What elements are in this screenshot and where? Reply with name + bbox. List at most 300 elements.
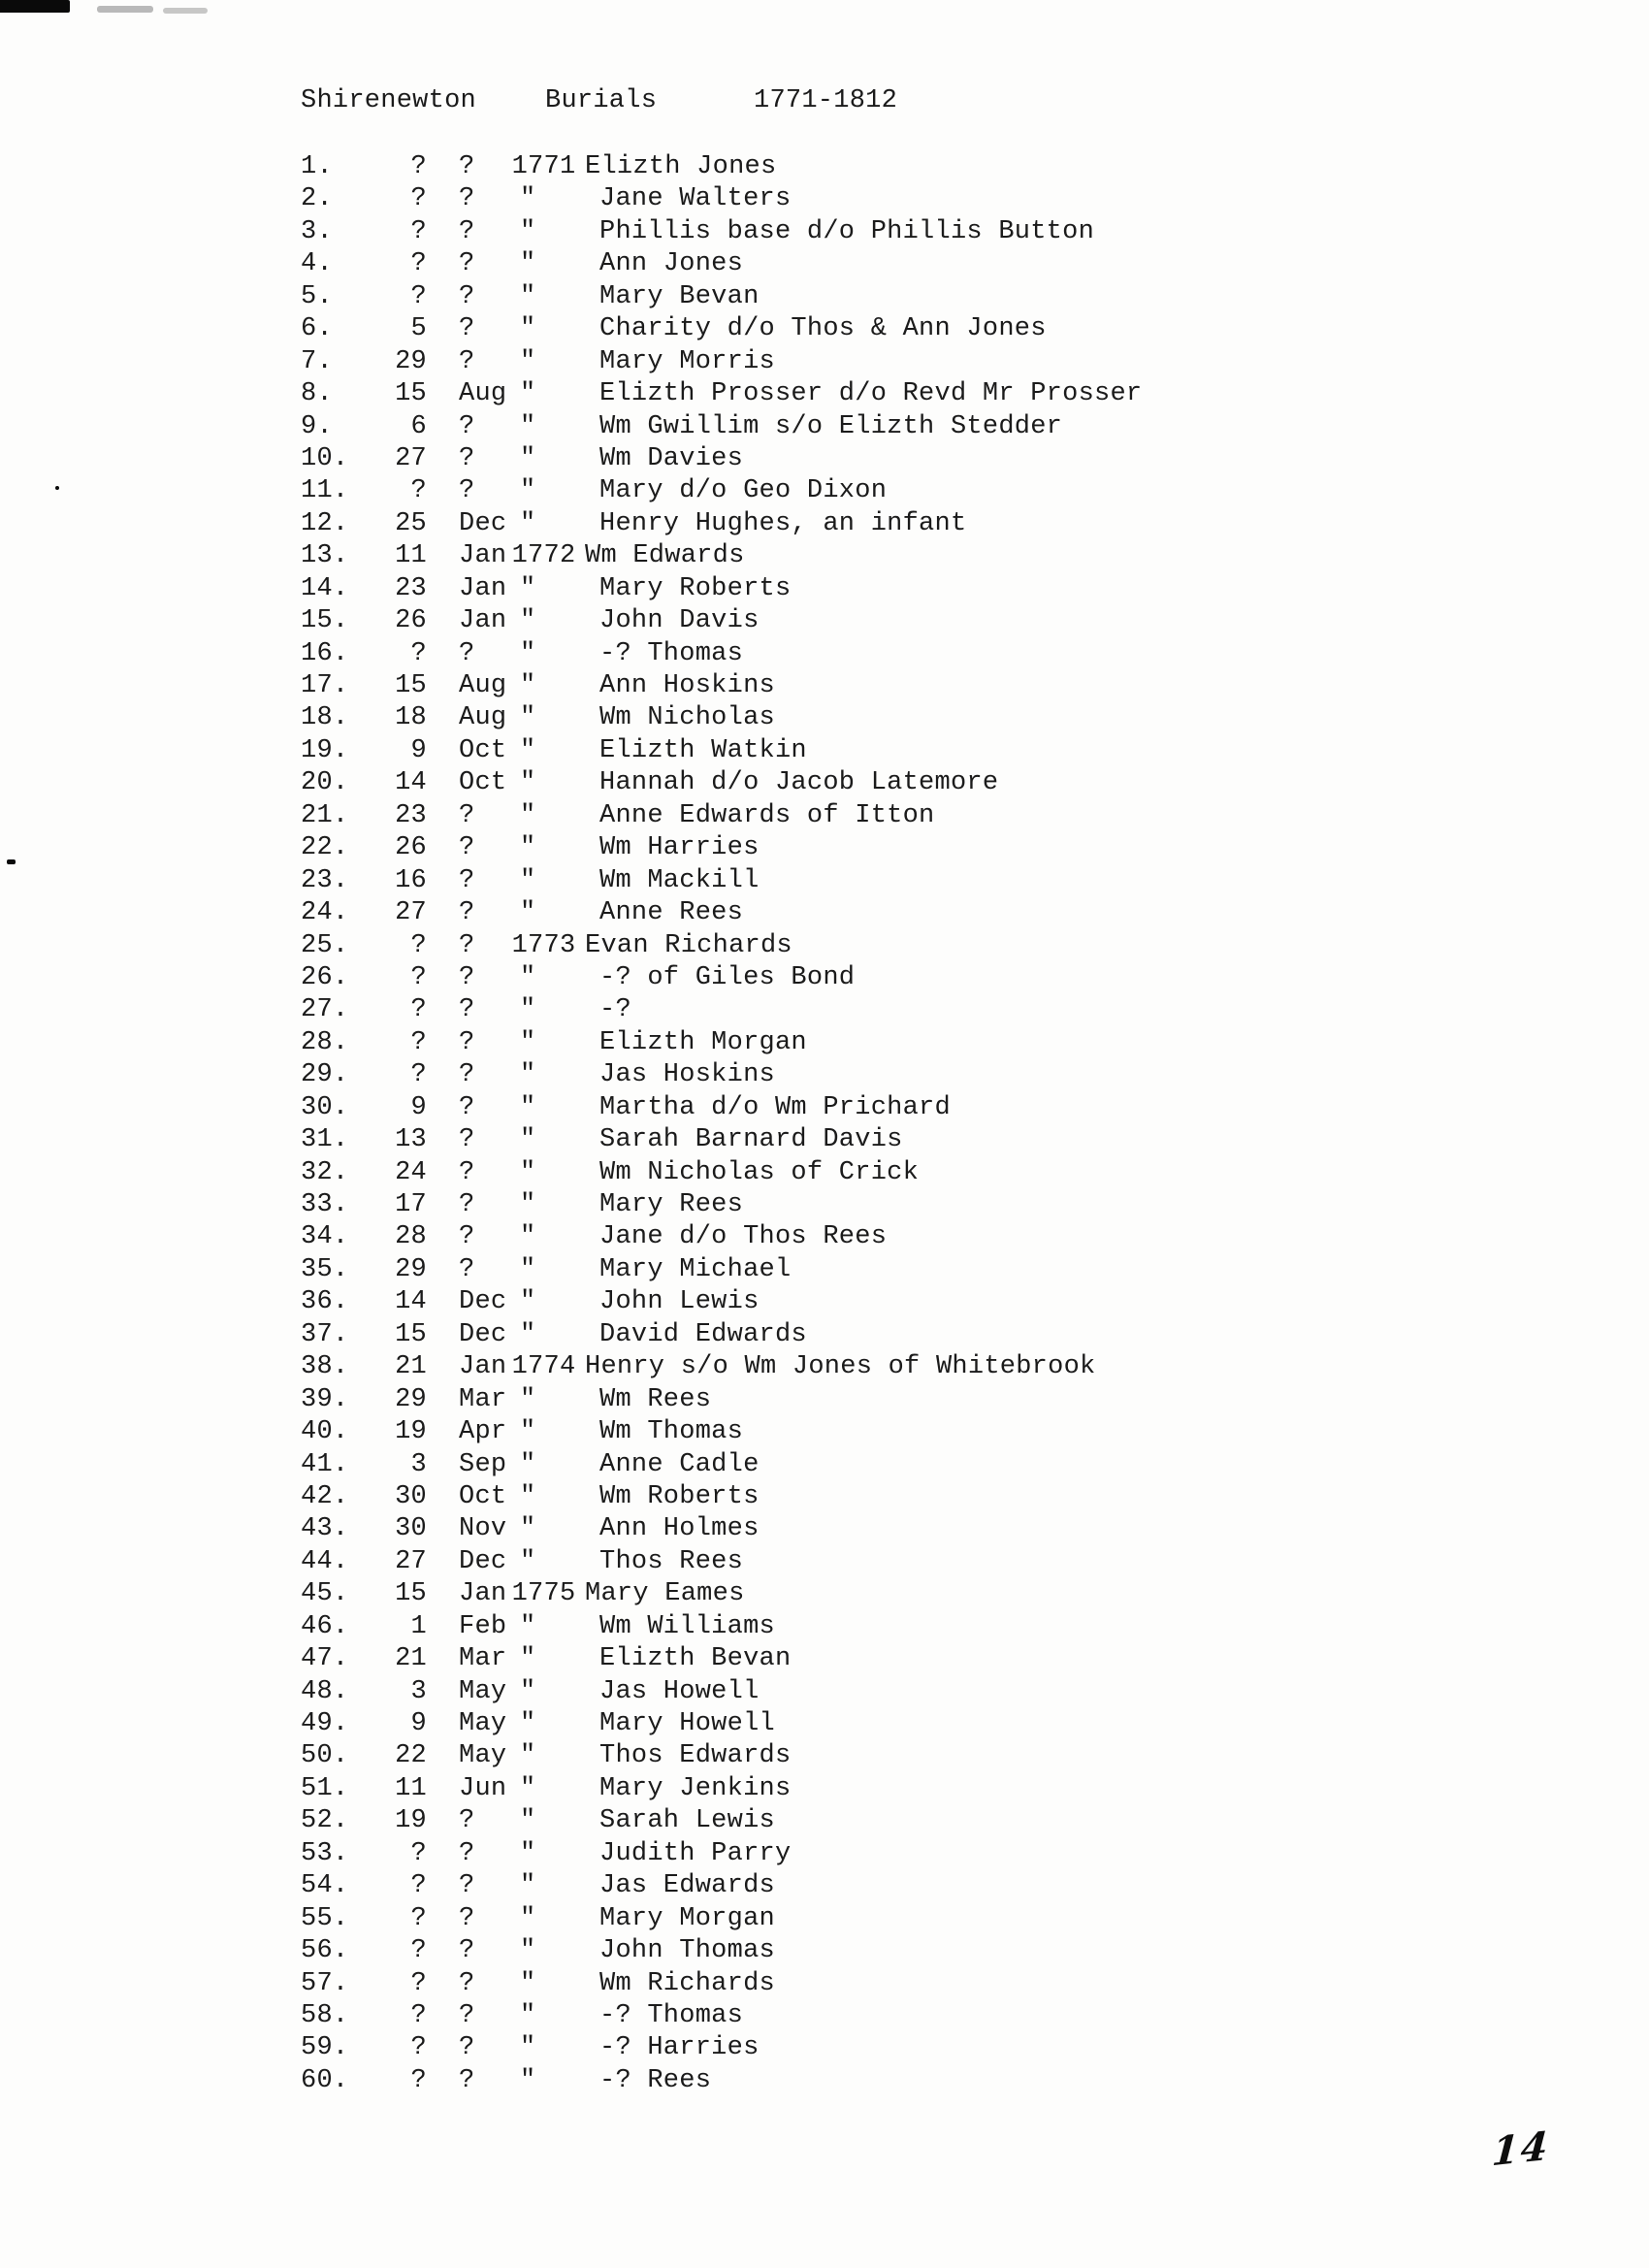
burial-month: Mar bbox=[459, 1644, 507, 1674]
burial-month: ? bbox=[459, 2000, 475, 2030]
burial-day: 22 bbox=[395, 1741, 427, 1771]
table-row bbox=[301, 1870, 1465, 1902]
table-row bbox=[301, 638, 1465, 670]
burial-name: Henry s/o Wm Jones of Whitebrook bbox=[585, 1352, 1096, 1382]
row-number: 37. bbox=[301, 1319, 349, 1349]
burial-list bbox=[301, 151, 1465, 2097]
burial-name: Phillis base d/o Phillis Button bbox=[599, 216, 1095, 246]
burial-name: Elizth Bevan bbox=[599, 1644, 792, 1674]
burial-year: " bbox=[520, 1936, 536, 1966]
burial-month: ? bbox=[459, 1125, 475, 1155]
burial-name: Elizth Morgan bbox=[599, 1027, 807, 1057]
burial-day: 9 bbox=[410, 1709, 427, 1738]
row-number: 35. bbox=[301, 1254, 349, 1284]
burial-name: Thos Rees bbox=[599, 1546, 744, 1576]
row-number: 5. bbox=[301, 281, 333, 311]
table-row bbox=[301, 670, 1465, 702]
burial-year: " bbox=[520, 411, 536, 441]
burial-day: ? bbox=[410, 2065, 427, 2095]
scan-artifact-dot bbox=[7, 859, 16, 864]
row-number: 60. bbox=[301, 2065, 349, 2095]
burial-day: 23 bbox=[395, 800, 427, 830]
table-row bbox=[301, 1903, 1465, 1935]
burial-day: 27 bbox=[395, 443, 427, 473]
row-number: 57. bbox=[301, 1968, 349, 1998]
burial-year: " bbox=[520, 1190, 536, 1219]
table-row bbox=[301, 475, 1465, 507]
burial-name: -? bbox=[599, 995, 631, 1025]
burial-day: 25 bbox=[395, 508, 427, 538]
burial-name: Mary Rees bbox=[599, 1190, 744, 1219]
burial-year: " bbox=[520, 184, 536, 214]
burial-name: John Thomas bbox=[599, 1936, 775, 1966]
row-number: 16. bbox=[301, 638, 349, 668]
burial-name: Anne Rees bbox=[599, 898, 744, 928]
burial-day: ? bbox=[410, 638, 427, 668]
burial-name: Ann Jones bbox=[599, 249, 744, 279]
burial-day: ? bbox=[410, 995, 427, 1025]
burial-day: 1 bbox=[410, 1611, 427, 1641]
row-number: 7. bbox=[301, 346, 333, 376]
row-number: 8. bbox=[301, 379, 333, 409]
burial-year: " bbox=[520, 1449, 536, 1479]
row-number: 53. bbox=[301, 1838, 349, 1868]
burial-month: Jan bbox=[459, 1352, 507, 1382]
burial-year: " bbox=[520, 703, 536, 733]
row-number: 20. bbox=[301, 768, 349, 798]
burial-name: Mary Morgan bbox=[599, 1903, 775, 1933]
row-number: 34. bbox=[301, 1222, 349, 1252]
burial-month: Dec bbox=[459, 508, 507, 538]
burial-month: May bbox=[459, 1741, 507, 1771]
burial-day: 17 bbox=[395, 1190, 427, 1219]
burial-name: Evan Richards bbox=[585, 930, 792, 960]
burial-day: 11 bbox=[395, 541, 427, 571]
table-row bbox=[301, 930, 1465, 962]
burial-year: " bbox=[520, 1092, 536, 1122]
burial-month: Jan bbox=[459, 606, 507, 636]
burial-day: 29 bbox=[395, 346, 427, 376]
table-row bbox=[301, 1319, 1465, 1351]
table-row bbox=[301, 151, 1465, 183]
parish-name: Shirenewton bbox=[301, 86, 476, 115]
burial-year: " bbox=[520, 1481, 536, 1511]
burial-year: " bbox=[520, 1773, 536, 1803]
burial-name: Wm Roberts bbox=[599, 1481, 760, 1511]
burial-name: Jas Hoskins bbox=[599, 1060, 775, 1090]
burial-name: Anne Edwards of Itton bbox=[599, 800, 935, 830]
scan-artifact-speckle bbox=[97, 6, 153, 13]
burial-name: Ann Holmes bbox=[599, 1514, 760, 1544]
table-row bbox=[301, 378, 1465, 410]
row-number: 54. bbox=[301, 1871, 349, 1901]
table-row bbox=[301, 313, 1465, 345]
row-number: 51. bbox=[301, 1773, 349, 1803]
burial-day: 3 bbox=[410, 1676, 427, 1706]
burial-year: " bbox=[520, 573, 536, 603]
burial-month: Dec bbox=[459, 1319, 507, 1349]
burial-year: " bbox=[520, 1903, 536, 1933]
burial-day: 29 bbox=[395, 1384, 427, 1414]
row-number: 17. bbox=[301, 671, 349, 700]
burial-name: Thos Edwards bbox=[599, 1741, 792, 1771]
row-number: 22. bbox=[301, 833, 349, 863]
burial-name: Elizth Jones bbox=[585, 152, 777, 181]
row-number: 49. bbox=[301, 1709, 349, 1738]
burial-month: Jan bbox=[459, 1579, 507, 1609]
burial-year: " bbox=[520, 1968, 536, 1998]
table-row bbox=[301, 1384, 1465, 1416]
row-number: 13. bbox=[301, 541, 349, 571]
table-row bbox=[301, 1740, 1465, 1772]
burial-day: 29 bbox=[395, 1254, 427, 1284]
row-number: 1. bbox=[301, 152, 333, 181]
burial-name: Mary Bevan bbox=[599, 281, 760, 311]
burial-year: " bbox=[520, 898, 536, 928]
burial-year: " bbox=[520, 1222, 536, 1252]
row-number: 42. bbox=[301, 1481, 349, 1511]
table-row bbox=[301, 702, 1465, 734]
burial-year: " bbox=[520, 671, 536, 700]
table-row bbox=[301, 1805, 1465, 1837]
burial-name: -? of Giles Bond bbox=[599, 962, 856, 992]
row-number: 30. bbox=[301, 1092, 349, 1122]
burial-name: Mary Eames bbox=[585, 1579, 745, 1609]
row-number: 47. bbox=[301, 1644, 349, 1674]
burial-day: 13 bbox=[395, 1125, 427, 1155]
burial-month: ? bbox=[459, 314, 475, 344]
row-number: 58. bbox=[301, 2000, 349, 2030]
table-row bbox=[301, 508, 1465, 540]
row-number: 45. bbox=[301, 1579, 349, 1609]
burial-day: 15 bbox=[395, 1579, 427, 1609]
burial-name: Mary Jenkins bbox=[599, 1773, 792, 1803]
burial-year: " bbox=[520, 346, 536, 376]
register-type: Burials bbox=[545, 86, 658, 115]
row-number: 32. bbox=[301, 1157, 349, 1187]
table-row bbox=[301, 216, 1465, 248]
burial-year: " bbox=[520, 216, 536, 246]
burial-day: ? bbox=[410, 1903, 427, 1933]
table-row bbox=[301, 1157, 1465, 1189]
burial-month: ? bbox=[459, 216, 475, 246]
burial-name: -? Rees bbox=[599, 2065, 712, 2095]
burial-year: " bbox=[520, 2033, 536, 2063]
burial-year: " bbox=[520, 1871, 536, 1901]
burial-month: ? bbox=[459, 1190, 475, 1219]
burial-year: " bbox=[520, 1709, 536, 1738]
burial-month: Jan bbox=[459, 541, 507, 571]
burial-day: ? bbox=[410, 2000, 427, 2030]
row-number: 18. bbox=[301, 703, 349, 733]
burial-year: " bbox=[520, 2065, 536, 2095]
burial-day: 5 bbox=[410, 314, 427, 344]
burial-name: Wm Rees bbox=[599, 1384, 712, 1414]
burial-day: 19 bbox=[395, 1417, 427, 1447]
row-number: 48. bbox=[301, 1676, 349, 1706]
row-number: 12. bbox=[301, 508, 349, 538]
table-row bbox=[301, 605, 1465, 637]
table-row bbox=[301, 1676, 1465, 1708]
burial-name: Wm Nicholas of Crick bbox=[599, 1157, 920, 1187]
burial-name: Mary Howell bbox=[599, 1709, 775, 1738]
row-number: 6. bbox=[301, 314, 333, 344]
burial-year: 1774 bbox=[511, 1352, 576, 1382]
burial-year: " bbox=[520, 1157, 536, 1187]
burial-month: ? bbox=[459, 1060, 475, 1090]
burial-year: " bbox=[520, 962, 536, 992]
row-number: 27. bbox=[301, 995, 349, 1025]
burial-month: Jun bbox=[459, 1773, 507, 1803]
burial-year: " bbox=[520, 1644, 536, 1674]
table-row bbox=[301, 1027, 1465, 1059]
burial-name: -? Thomas bbox=[599, 638, 744, 668]
table-row bbox=[301, 1124, 1465, 1156]
burial-year: " bbox=[520, 735, 536, 765]
row-number: 36. bbox=[301, 1287, 349, 1317]
table-row bbox=[301, 443, 1465, 475]
burial-year: " bbox=[520, 1254, 536, 1284]
burial-month: Oct bbox=[459, 735, 507, 765]
burial-year: " bbox=[520, 1319, 536, 1349]
burial-day: ? bbox=[410, 1936, 427, 1966]
burial-year: " bbox=[520, 1287, 536, 1317]
burial-month: Nov bbox=[459, 1514, 507, 1544]
table-row bbox=[301, 1449, 1465, 1481]
burial-day: 6 bbox=[410, 411, 427, 441]
row-number: 15. bbox=[301, 606, 349, 636]
burial-year: " bbox=[520, 638, 536, 668]
burial-day: ? bbox=[410, 216, 427, 246]
burial-name: Jas Howell bbox=[599, 1676, 760, 1706]
burial-day: ? bbox=[410, 152, 427, 181]
table-row bbox=[301, 183, 1465, 215]
burial-day: 9 bbox=[410, 1092, 427, 1122]
burial-month: ? bbox=[459, 411, 475, 441]
burial-month: ? bbox=[459, 995, 475, 1025]
burial-month: Apr bbox=[459, 1417, 507, 1447]
burial-name: Wm Richards bbox=[599, 1968, 775, 1998]
burial-year: " bbox=[520, 314, 536, 344]
burial-name: Martha d/o Wm Prichard bbox=[599, 1092, 951, 1122]
table-row bbox=[301, 800, 1465, 832]
burial-name: Jas Edwards bbox=[599, 1871, 775, 1901]
burial-name: Mary d/o Geo Dixon bbox=[599, 476, 888, 506]
burial-month: ? bbox=[459, 1254, 475, 1284]
burial-day: 19 bbox=[395, 1806, 427, 1836]
burial-year: 1772 bbox=[511, 541, 576, 571]
burial-year: " bbox=[520, 476, 536, 506]
burial-year: " bbox=[520, 508, 536, 538]
burial-day: 15 bbox=[395, 379, 427, 409]
burial-name: David Edwards bbox=[599, 1319, 807, 1349]
burial-day: ? bbox=[410, 476, 427, 506]
row-number: 41. bbox=[301, 1449, 349, 1479]
table-row bbox=[301, 1578, 1465, 1610]
burial-day: ? bbox=[410, 1060, 427, 1090]
burial-month: ? bbox=[459, 1806, 475, 1836]
table-row bbox=[301, 1773, 1465, 1805]
burial-name: Wm Edwards bbox=[585, 541, 745, 571]
burial-month: ? bbox=[459, 1903, 475, 1933]
burial-day: ? bbox=[410, 2033, 427, 2063]
table-row bbox=[301, 1481, 1465, 1513]
table-row bbox=[301, 1286, 1465, 1318]
table-row bbox=[301, 1546, 1465, 1578]
table-row bbox=[301, 573, 1465, 605]
burial-month: ? bbox=[459, 1157, 475, 1187]
burial-month: ? bbox=[459, 249, 475, 279]
burial-day: 9 bbox=[410, 735, 427, 765]
row-number: 33. bbox=[301, 1190, 349, 1219]
burial-year: " bbox=[520, 995, 536, 1025]
burial-year: " bbox=[520, 1546, 536, 1576]
burial-month: ? bbox=[459, 184, 475, 214]
burial-name: Mary Roberts bbox=[599, 573, 792, 603]
burial-month: May bbox=[459, 1709, 507, 1738]
table-row bbox=[301, 1838, 1465, 1870]
burial-year: " bbox=[520, 379, 536, 409]
burial-name: Wm Harries bbox=[599, 833, 760, 863]
burial-name: Elizth Watkin bbox=[599, 735, 807, 765]
burial-year: 1773 bbox=[511, 930, 576, 960]
burial-month: Sep bbox=[459, 1449, 507, 1479]
row-number: 9. bbox=[301, 411, 333, 441]
row-number: 38. bbox=[301, 1352, 349, 1382]
table-row bbox=[301, 962, 1465, 994]
table-row bbox=[301, 2000, 1465, 2032]
burial-name: Judith Parry bbox=[599, 1838, 792, 1868]
burial-day: 26 bbox=[395, 833, 427, 863]
burial-day: ? bbox=[410, 249, 427, 279]
row-number: 26. bbox=[301, 962, 349, 992]
table-row bbox=[301, 1708, 1465, 1740]
burial-name: Wm Mackill bbox=[599, 865, 760, 895]
table-row bbox=[301, 897, 1465, 929]
burial-day: 14 bbox=[395, 768, 427, 798]
row-number: 11. bbox=[301, 476, 349, 506]
table-row bbox=[301, 1935, 1465, 1967]
burial-day: 11 bbox=[395, 1773, 427, 1803]
burial-name: -? Harries bbox=[599, 2033, 760, 2063]
row-number: 56. bbox=[301, 1936, 349, 1966]
burial-year: " bbox=[520, 1741, 536, 1771]
burial-month: ? bbox=[459, 800, 475, 830]
burial-name: Anne Cadle bbox=[599, 1449, 760, 1479]
table-row bbox=[301, 1416, 1465, 1448]
burial-month: ? bbox=[459, 2033, 475, 2063]
burial-month: ? bbox=[459, 1222, 475, 1252]
burial-day: 30 bbox=[395, 1481, 427, 1511]
burial-day: 26 bbox=[395, 606, 427, 636]
burial-name: -? Thomas bbox=[599, 2000, 744, 2030]
burial-day: 27 bbox=[395, 898, 427, 928]
burial-month: Mar bbox=[459, 1384, 507, 1414]
burial-day: 23 bbox=[395, 573, 427, 603]
table-row bbox=[301, 865, 1465, 897]
burial-year: " bbox=[520, 833, 536, 863]
burial-month: ? bbox=[459, 346, 475, 376]
table-row bbox=[301, 832, 1465, 864]
burial-year: " bbox=[520, 1027, 536, 1057]
burial-year: " bbox=[520, 1676, 536, 1706]
row-number: 31. bbox=[301, 1125, 349, 1155]
table-row bbox=[301, 2065, 1465, 2097]
burial-name: Wm Gwillim s/o Elizth Stedder bbox=[599, 411, 1063, 441]
burial-name: Jane d/o Thos Rees bbox=[599, 1222, 888, 1252]
burial-name: Sarah Barnard Davis bbox=[599, 1125, 903, 1155]
table-row bbox=[301, 1092, 1465, 1124]
burial-day: 21 bbox=[395, 1644, 427, 1674]
row-number: 24. bbox=[301, 898, 349, 928]
burial-month: ? bbox=[459, 833, 475, 863]
table-row bbox=[301, 1968, 1465, 2000]
burial-month: Aug bbox=[459, 379, 507, 409]
row-number: 46. bbox=[301, 1611, 349, 1641]
burial-month: May bbox=[459, 1676, 507, 1706]
scan-artifact-top-left-bar bbox=[0, 0, 70, 13]
burial-name: John Lewis bbox=[599, 1287, 760, 1317]
row-number: 44. bbox=[301, 1546, 349, 1576]
burial-day: ? bbox=[410, 962, 427, 992]
burial-year: " bbox=[520, 1806, 536, 1836]
burial-month: ? bbox=[459, 962, 475, 992]
burial-day: ? bbox=[410, 184, 427, 214]
year-range: 1771-1812 bbox=[754, 86, 898, 115]
burial-month: ? bbox=[459, 1871, 475, 1901]
row-number: 25. bbox=[301, 930, 349, 960]
burial-day: ? bbox=[410, 1838, 427, 1868]
burial-month: Dec bbox=[459, 1546, 507, 1576]
burial-day: 28 bbox=[395, 1222, 427, 1252]
burial-day: 3 bbox=[410, 1449, 427, 1479]
burial-day: 15 bbox=[395, 671, 427, 700]
scan-artifact-speckle bbox=[163, 8, 208, 14]
row-number: 10. bbox=[301, 443, 349, 473]
burial-name: Hannah d/o Jacob Latemore bbox=[599, 768, 999, 798]
burial-year: " bbox=[520, 1060, 536, 1090]
burial-year: " bbox=[520, 2000, 536, 2030]
row-number: 59. bbox=[301, 2033, 349, 2063]
burial-year: " bbox=[520, 249, 536, 279]
burial-month: Dec bbox=[459, 1287, 507, 1317]
burial-name: Elizth Prosser d/o Revd Mr Prosser bbox=[599, 379, 1143, 409]
burial-year: " bbox=[520, 1611, 536, 1641]
burial-year: " bbox=[520, 281, 536, 311]
table-row bbox=[301, 735, 1465, 767]
burial-year: " bbox=[520, 606, 536, 636]
table-row bbox=[301, 411, 1465, 443]
burial-month: ? bbox=[459, 930, 475, 960]
burial-day: 14 bbox=[395, 1287, 427, 1317]
burial-name: Sarah Lewis bbox=[599, 1806, 775, 1836]
burial-day: ? bbox=[410, 930, 427, 960]
burial-month: Aug bbox=[459, 671, 507, 700]
burial-day: ? bbox=[410, 1871, 427, 1901]
burial-day: 15 bbox=[395, 1319, 427, 1349]
table-row bbox=[301, 1059, 1465, 1091]
burial-year: " bbox=[520, 1417, 536, 1447]
burial-year: " bbox=[520, 1125, 536, 1155]
scan-artifact-dot bbox=[55, 486, 59, 490]
burial-day: 16 bbox=[395, 865, 427, 895]
row-number: 55. bbox=[301, 1903, 349, 1933]
burial-month: ? bbox=[459, 1027, 475, 1057]
row-number: 43. bbox=[301, 1514, 349, 1544]
burial-day: 24 bbox=[395, 1157, 427, 1187]
burial-month: ? bbox=[459, 865, 475, 895]
burial-month: Oct bbox=[459, 1481, 507, 1511]
